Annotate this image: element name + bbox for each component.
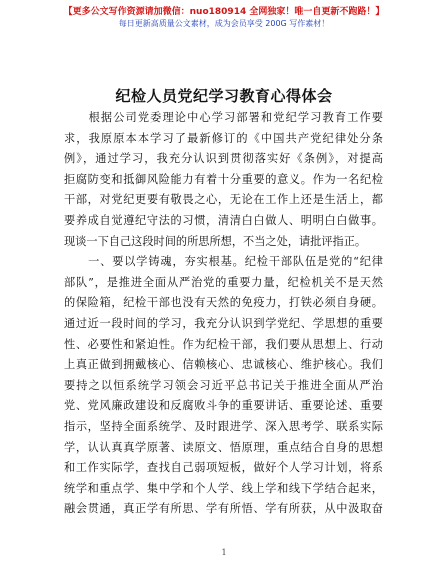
body-line: 现谈一下自己这段时间的所思所想，不当之处，请批评指正。 (64, 234, 367, 248)
promo-banner (0, 6, 448, 30)
body-line: 指示，坚持全面系统学、及时跟进学、深入思考学、联系实际 (64, 419, 383, 433)
page-number: 1 (221, 548, 227, 557)
body-line: 一、要以学铸魂，夯实根基。纪检干部队伍是党的“纪律 (64, 255, 383, 269)
body-line: 的保险箱，纪检干部也没有天然的免疫力，打铁必须自身硬。 (64, 296, 383, 310)
body-line: 要持之以恒系统学习领会习近平总书记关于推进全面从严治 (64, 378, 383, 392)
body-line: 党、党风廉政建设和反腐败斗争的重要讲话、重要论述、重要 (64, 399, 383, 413)
body-line: 学，认认真真学原著、读原文、悟原理，重点结合自身的思想 (64, 440, 383, 454)
body-line: 性、必要性和紧迫性。作为纪检干部，我们要从思想上、行动 (64, 337, 383, 351)
document-title: 纪检人员党纪学习教育心得体会 (115, 87, 333, 105)
document-body (64, 108, 383, 520)
body-line: 部队”，是推进全面从严治党的重要力量，纪检机关不是天然 (64, 275, 383, 289)
body-line: 融会贯通，真正学有所思、学有所悟、学有所获，从中汲取奋 (64, 502, 383, 516)
body-line: 求，我原原本本学习了最新修订的《中国共产党纪律处分条 (64, 131, 383, 145)
promo-banner-line-1: 【更多公文写作资源请加微信：nuo180914 全网独家！唯一自更新不跑路！】 (63, 7, 385, 17)
body-line: 干部，对党纪更要有敬畏之心，无论在工作上还是生活上，都 (64, 193, 383, 207)
body-line: 通过近一段时间的学习，我充分认识到学党纪、学思想的重要 (64, 316, 383, 330)
body-line: 拒腐防变和抵御风险能力有着十分重要的意义。作为一名纪检 (64, 172, 383, 186)
body-line: 要养成自觉遵纪守法的习惯，清清白白做人、明明白白做事。 (64, 213, 383, 227)
body-line: 根据公司党委理论中心学习部署和党纪学习教育工作要 (64, 111, 383, 124)
body-line: 上真正做到拥戴核心、信赖核心、忠诚核心、维护核心。我们 (64, 358, 383, 372)
promo-banner-line-2: 每日更新高质量公文素材，成为会员享受 200G 写作素材！ (118, 19, 330, 28)
body-line: 统学和重点学、集中学和个人学、线上学和线下学结合起来， (64, 481, 383, 495)
body-line: 和工作实际学，查找自己弱项短板，做好个人学习计划，将系 (64, 461, 383, 475)
body-line: 例》，通过学习，我充分认识到贯彻落实好《条例》，对提高 (64, 152, 383, 166)
